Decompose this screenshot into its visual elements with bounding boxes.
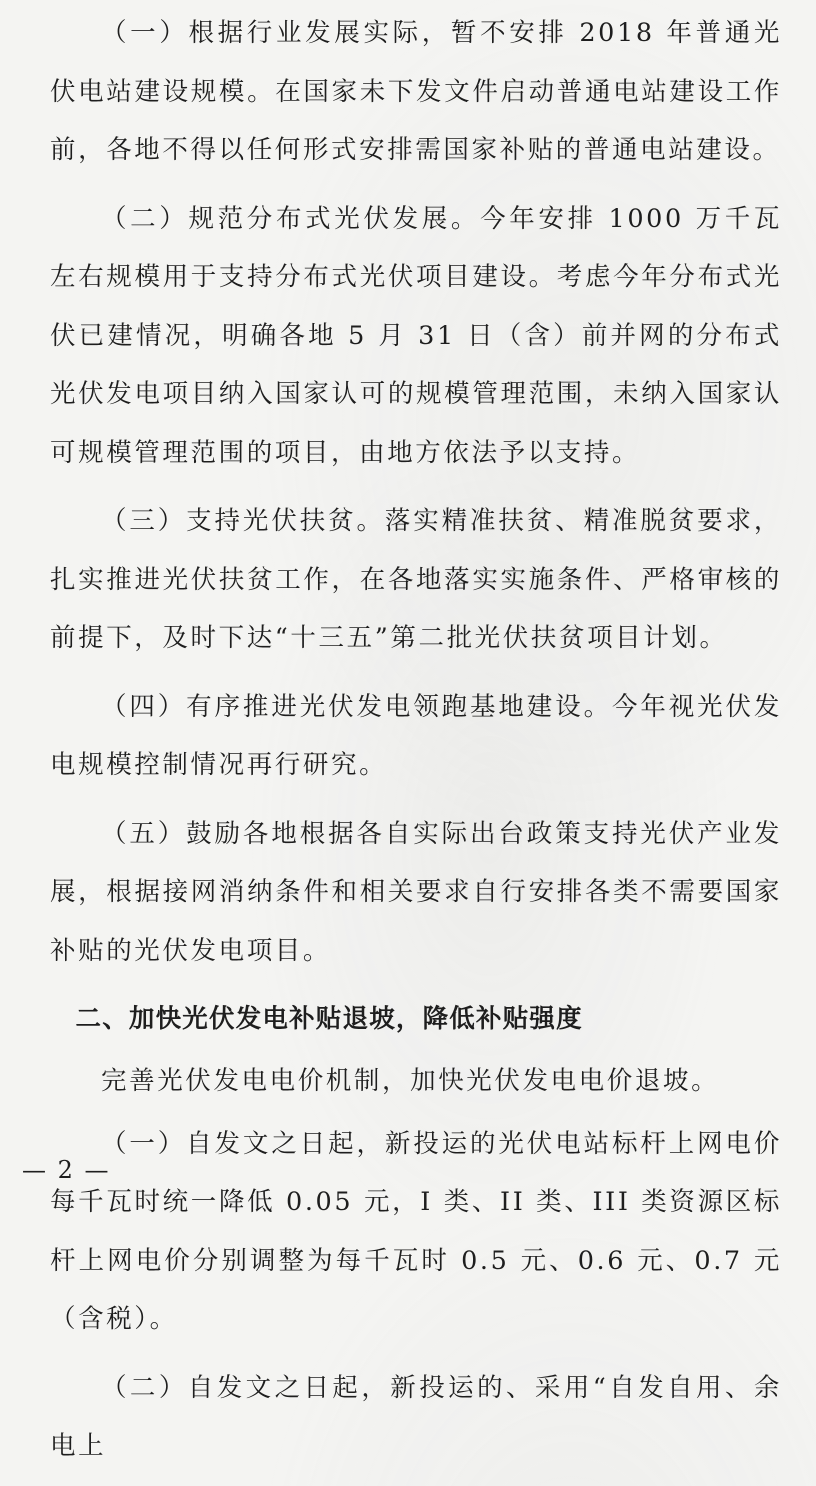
document-body [50,4,782,1486]
paragraph-1: （一）根据行业发展实际，暂不安排 2018 年普通光伏电站建设规模。在国家未下发文件启动普通电站建设工作前，各地不得以任何形式安排需国家补贴的普通电站建设。 [50,18,782,165]
paragraph-5: （五）鼓励各地根据各自实际出台政策支持光伏产业发展，根据接网消纳条件和相关要求自行安排各类不需要国家补贴的光伏发电项目。 [50,818,782,966]
section-paragraph-1: 完善光伏发电电价机制，加快光伏发电电价退坡。 [101,1066,720,1096]
section-paragraph-2: （一）自发文之日起，新投运的光伏电站标杆上网电价每千瓦时统一降低 0.05 元，I 类、II 类、III 类资源区标杆上网电价分别调整为每千瓦时 0.5 元、0.6 元、0.7 元（含税）。 [50,1128,782,1334]
section-heading: 二、加快光伏发电补贴退坡，降低补贴强度 [75,1004,583,1034]
paragraph-3: （三）支持光伏扶贫。落实精准扶贫、精准脱贫要求，扎实推进光伏扶贫工作，在各地落实实施条件、严格审核的前提下，及时下达“十三五”第二批光伏扶贫项目计划。 [50,506,782,653]
page-number: — 2 — [22,1156,111,1184]
paragraph-4: （四）有序推进光伏发电领跑基地建设。今年视光伏发电规模控制情况再行研究。 [50,691,782,780]
paragraph-2: （二）规范分布式光伏发展。今年安排 1000 万千瓦左右规模用于支持分布式光伏项目建设。考虑今年分布式光伏已建情况，明确各地 5 月 31 日（含）前并网的分布式光伏发电项目纳入国家认可的规模管理范围，未纳入国家认可规模管理范围的项目，由地方依法予以支持。 [50,203,782,468]
section-paragraph-3: （二）自发文之日起，新投运的、采用“自发自用、余电上 [50,1372,782,1461]
